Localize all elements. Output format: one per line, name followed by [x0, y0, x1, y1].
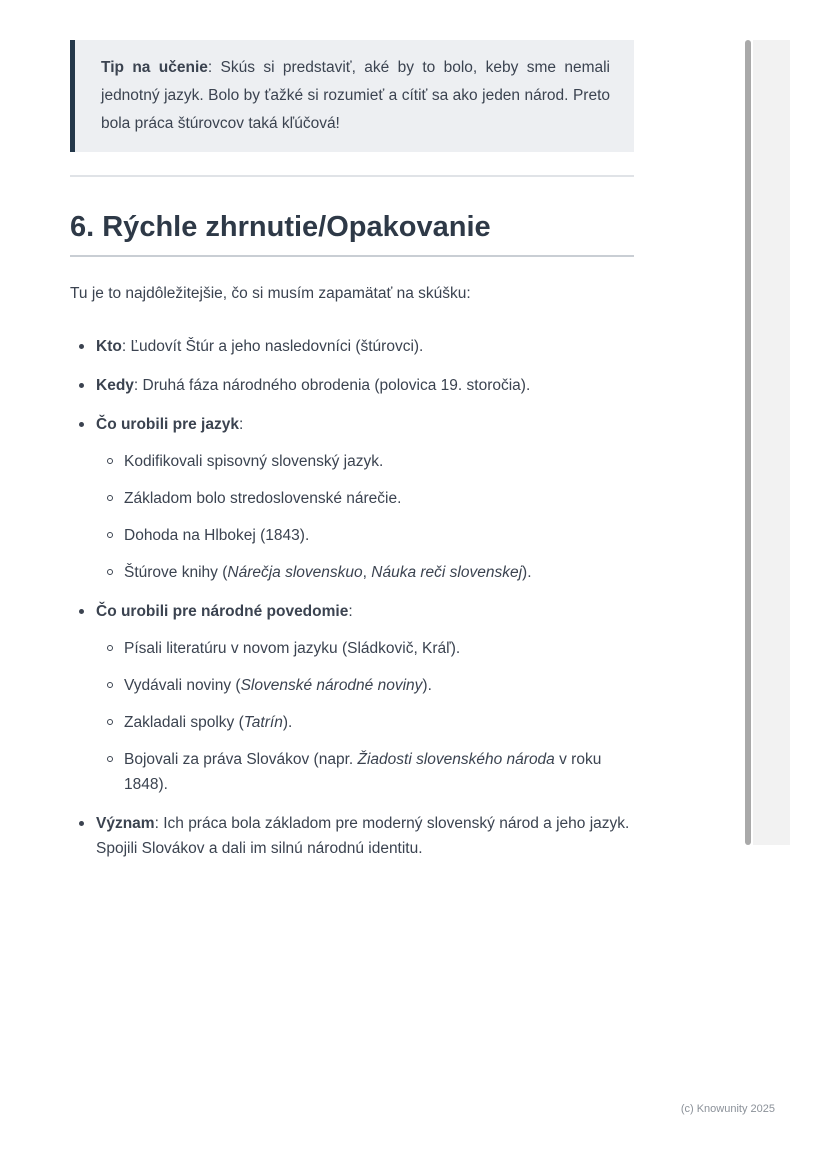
list-item-text: Kedy: Druhá fáza národného obrodenia (polovica 19. storočia). [96, 377, 531, 394]
list-item-text: Čo urobili pre jazyk: [96, 416, 244, 433]
list-item [96, 599, 634, 797]
sub-list-item [124, 673, 634, 698]
intro-paragraph: Tu je to najdôležitejšie, čo si musím zapamätať na skúšku: [70, 285, 471, 302]
sub-list-item [124, 636, 634, 661]
list-item-text: Význam: Ich práca bola základom pre moderný slovenský národ a jeho jazyk. Spojili Slovákov a dali im silnú národnú identitu. [96, 815, 630, 857]
copyright-notice: (c) Knowunity 2025 [680, 1103, 775, 1115]
sub-list-item [124, 560, 634, 585]
list-item-text: Čo urobili pre národné povedomie: [96, 603, 353, 620]
summary-list [70, 334, 634, 861]
document-page [70, 40, 634, 875]
list-item [96, 412, 634, 585]
list-item-text: Kto: Ľudovít Štúr a jeho nasledovníci (štúrovci). [96, 338, 424, 355]
tip-callout [70, 40, 634, 152]
sub-list-item [124, 747, 634, 797]
tip-text [101, 54, 610, 138]
sub-list [96, 449, 634, 585]
sub-list-item-text: Štúrove knihy (Nárečja slovenskuo, Náuka reči slovenskej). [124, 564, 532, 581]
sub-list-item [124, 449, 634, 474]
sub-list-item-text: Bojovali za práva Slovákov (napr. Žiadosti slovenského národa v roku 1848). [124, 751, 602, 793]
sub-list [96, 636, 634, 797]
sub-list-item-text: Kodifikovali spisovný slovenský jazyk. [124, 453, 384, 470]
sub-list-item [124, 523, 634, 548]
list-item [96, 811, 634, 861]
sub-list-item-text: Dohoda na Hlbokej (1843). [124, 527, 310, 544]
scrollbar-thumb[interactable] [745, 40, 751, 845]
sub-list-item-text: Základom bolo stredoslovenské nárečie. [124, 490, 402, 507]
list-item [96, 334, 634, 359]
sub-list-item [124, 486, 634, 511]
sub-list-item [124, 710, 634, 735]
section-heading: 6. Rýchle zhrnutie/Opakovanie [70, 209, 634, 257]
sub-list-item-text: Vydávali noviny (Slovenské národné noviny). [124, 677, 432, 694]
tip-body: : Skús si predstaviť, aké by to bolo, keby sme nemali jednotný jazyk. Bolo by ťažké si rozumieť a cítiť sa ako jeden národ. Preto bola práca štúrovcov taká kľúčová! [101, 59, 610, 132]
sub-list-item-text: Písali literatúru v novom jazyku (Sládkovič, Kráľ). [124, 640, 461, 657]
section-divider [70, 175, 634, 177]
sub-list-item-text: Zakladali spolky (Tatrín). [124, 714, 293, 731]
tip-label: Tip na učenie [101, 59, 208, 76]
list-item [96, 373, 634, 398]
page-edge-panel [753, 40, 790, 845]
